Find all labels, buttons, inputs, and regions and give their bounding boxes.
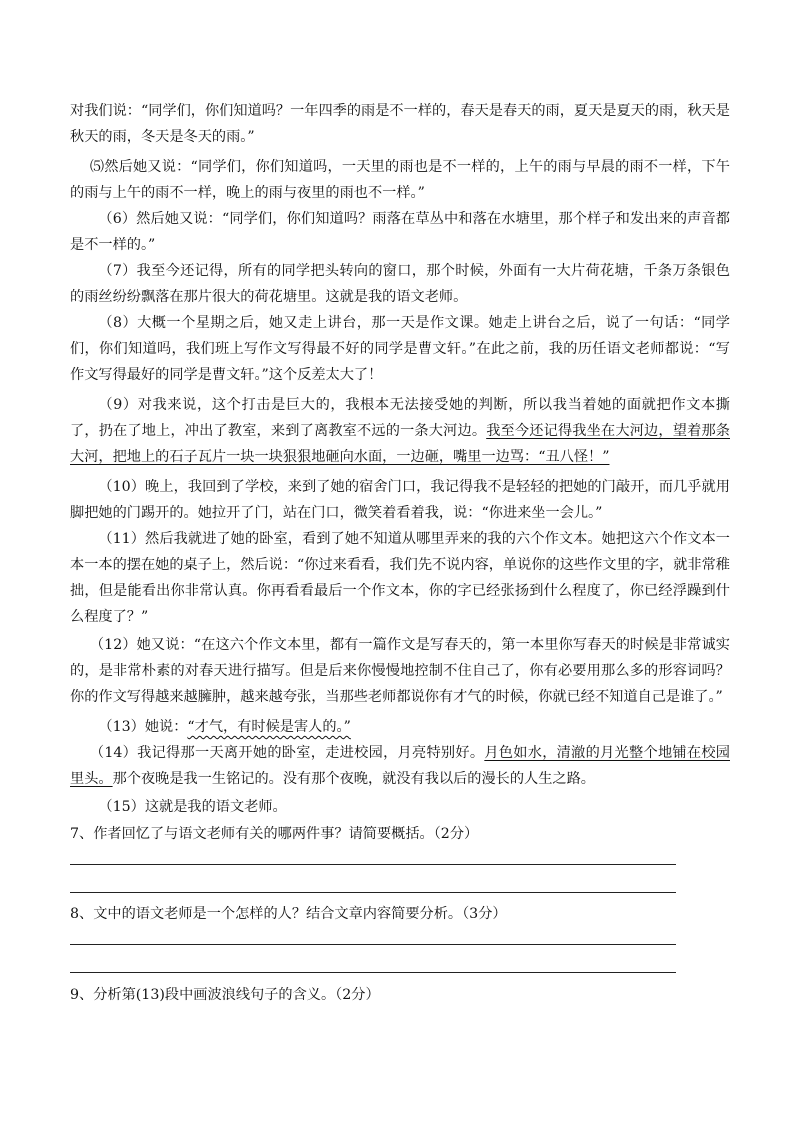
paragraph-9-underlined-sentence: 我至今还记得我坐在大河边，望着那条大河，把地上的石子瓦片一块一块狠狠地砸向水面，一边砸，嘴里一边骂：“丑八怪！” (70, 423, 730, 465)
paragraph-15: （15）这就是我的语文老师。 (98, 799, 287, 815)
paragraph-10: （10）晚上，我回到了学校，来到了她的宿舍门口，我记得我不是轻轻的把她的门敲开，而几乎就用脚把她的门踢开的。她拉开了门，站在门口，微笑着看着我，说：“你进来坐一会儿。” (70, 479, 730, 521)
question-8: 8、文中的语文老师是一个怎样的人？结合文章内容简要分析。（3分） (70, 906, 507, 922)
answer-line-q8-2[interactable] (70, 972, 676, 973)
paragraph-8: （8）大概一个星期之后，她又走上讲台，那一天是作文课。她走上讲台之后，说了一句话：“同学们，你们知道吗，我们班上写作文写得最不好的同学是曹文轩。”在此之前，我的历任语文老师都说：“写作文写得最好的同学是曹文轩。”这个反差太大了！ (70, 315, 730, 383)
paragraph-13-text: （13）她说： (98, 719, 188, 735)
answer-line-q7-1[interactable] (70, 864, 676, 865)
answer-line-q8-1[interactable] (70, 944, 676, 945)
paragraph-9 (70, 392, 730, 470)
paragraph-13 (70, 714, 730, 740)
paragraph-9-text: （9）对我来说，这个打击是巨大的，我根本无法接受她的判断，所以我当着她的面就把作文本撕了，扔在了地上，冲出了教室，来到了离教室不远的一条大河边。 (70, 397, 730, 439)
paragraph-14-underlined-sentence: 月色如水，清澈的月光整个地铺在校园里头。 (70, 745, 730, 787)
question-7: 7、作者回忆了与语文老师有关的哪两件事？请简要概括。（2分） (70, 826, 479, 842)
paragraph-intro: 对我们说：“同学们，你们知道吗？一年四季的雨是不一样的，春天是春天的雨，夏天是夏天的雨，秋天是秋天的雨，冬天是冬天的雨。” (70, 103, 730, 145)
paragraph-13-wavy-sentence: “才气，有时候是害人的。” (187, 719, 351, 735)
paragraph-12: （12）她又说：“在这六个作文本里，都有一篇作文是写春天的，第一本里你写春天的时候是非常诚实的，是非常朴素的对春天进行描写。但是后来你慢慢地控制不住自己了，你有必要用那么多的形容词吗？你的作文写得越来越臃肿，越来越夸张，当那些老师都说你有才气的时候，你就已经不知道自己是谁了。” (70, 637, 730, 705)
paragraph-14-text-end: 那个夜晚是我一生铭记的。没有那个夜晚，就没有我以后的漫长的人生之路。 (112, 771, 595, 787)
answer-line-q7-2[interactable] (70, 892, 676, 893)
paragraph-7: （7）我至今还记得，所有的同学把头转向的窗口，那个时候，外面有一大片荷花塘，千条万条银色的雨丝纷纷飘落在那片很大的荷花塘里。这就是我的语文老师。 (70, 263, 730, 305)
paragraph-11: （11）然后我就进了她的卧室，看到了她不知道从哪里弄来的我的六个作文本。她把这六个作文本一本一本的摆在她的桌子上，然后说：“你过来看看，我们先不说内容，单说你的这些作文里的字，就非常稚拙，但是能看出你非常认真。你再看看最后一个作文本，你的字已经张扬到什么程度了，你已经浮躁到什么程度了？” (70, 531, 730, 625)
paragraph-6: （6）然后她又说：“同学们，你们知道吗？雨落在草丛中和落在水塘里，那个样子和发出来的声音都是不一样的。” (70, 211, 730, 253)
paragraph-14 (70, 740, 730, 792)
paragraph-14-text-start: （14）我记得那一天离开她的卧室，走进校园，月亮特别好。 (89, 745, 485, 761)
question-9: 9、分析第(13)段中画波浪线句子的含义。（2分） (70, 987, 380, 1003)
paragraph-5: ⑸然后她又说：“同学们，你们知道吗，一天里的雨也是不一样的，上午的雨与早晨的雨不一样，下午的雨与上午的雨不一样，晚上的雨与夜里的雨也不一样。” (70, 159, 730, 201)
